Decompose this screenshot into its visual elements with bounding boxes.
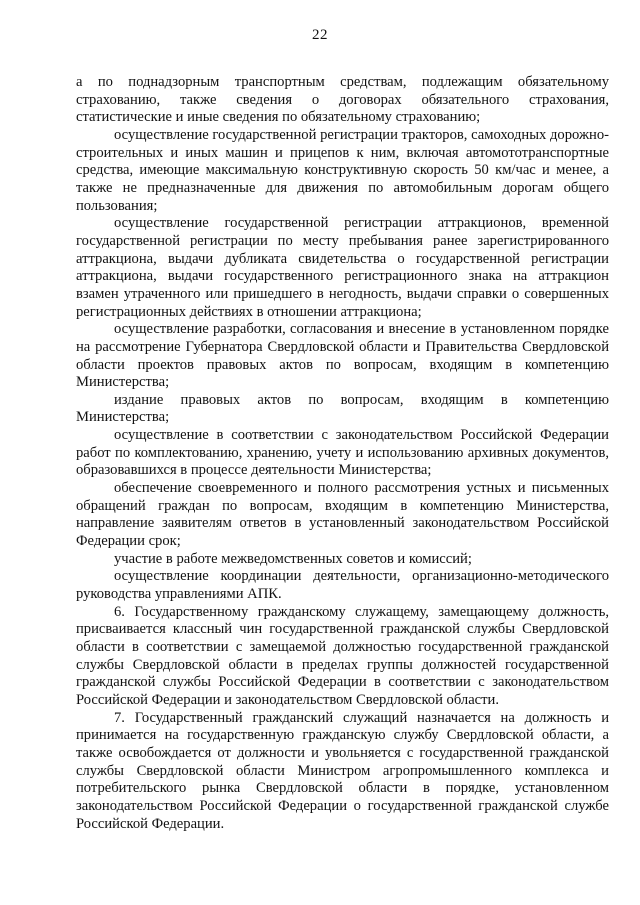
paragraph-legal-drafts: осуществление разработки, согласования и внесение в установленном порядке на рассмотрение Губернатора Свердловской области и Правительства Свердловской области проектов правовых актов по вопросам, входящим в компетенцию Министерства; — [76, 321, 609, 391]
paragraph-coordination: осуществление координации деятельности, организационно-методического руководства управлениями АПК. — [76, 568, 609, 603]
paragraph-attraction-registration: осуществление государственной регистрации аттракционов, временной государственной регистрации по месту пребывания ранее зарегистрированного аттракциона, выдачи дубликата свидетельства о государственной регистрации аттракциона, выдачи государственного регистрационного знака на аттракцион взамен утраченного или пришедшего в негодность, выдачи справки о совершенных регистрационных действиях в отношении аттракциона; — [76, 215, 609, 320]
paragraph-tractor-registration: осуществление государственной регистрации тракторов, самоходных дорожно-строительных и иных машин и прицепов к ним, включая автомототранспортные средства, имеющие максимальную конструктивную скорость 50 км/час и менее, а также не предназначенные для движения по автомобильным дорогам общего пользования; — [76, 126, 609, 214]
paragraph-legal-acts: издание правовых актов по вопросам, входящим в компетенцию Министерства; — [76, 391, 609, 426]
document-body — [76, 74, 609, 833]
paragraph-section-6: 6. Государственному гражданскому служащему, замещающему должность, присваивается классный чин государственной гражданской службы Свердловской области в соответствии с замещаемой должностью государственной гражданской службы Свердловской области в пределах группы должностей государственной гражданской службы Российской Федерации в соответствии с законодательством Российской Федерации и законодательством Свердловской области. — [76, 603, 609, 708]
paragraph-citizen-appeals: обеспечение своевременного и полного рассмотрения устных и письменных обращений граждан по вопросам, входящим в компетенцию Министерства, направление заявителям ответов в установленный законодательством Российской Федерации срок; — [76, 480, 609, 550]
paragraph-archives: осуществление в соответствии с законодательством Российской Федерации работ по комплектованию, хранению, учету и использованию архивных документов, образовавшихся в процессе деятельности Министерства; — [76, 427, 609, 479]
paragraph-section-7: 7. Государственный гражданский служащий назначается на должность и принимается на государственную гражданскую службу Свердловской области, а также освобождается от должности и увольняется с государственной гражданской службы Свердловской области Министром агропромышленного комплекса и потребительского рынка Свердловской области в порядке, установленном законодательством Российской Федерации о государственной гражданской службе Российской Федерации. — [76, 709, 609, 832]
page-number: 22 — [312, 27, 328, 43]
paragraph-councils: участие в работе межведомственных советов и комиссий; — [114, 550, 472, 567]
paragraph-continuation: а по поднадзорным транспортным средствам, подлежащим обязательному страхованию, также сведения о договорах обязательного страхования, статистические и иные сведения по обязательному страхованию; — [76, 74, 609, 126]
